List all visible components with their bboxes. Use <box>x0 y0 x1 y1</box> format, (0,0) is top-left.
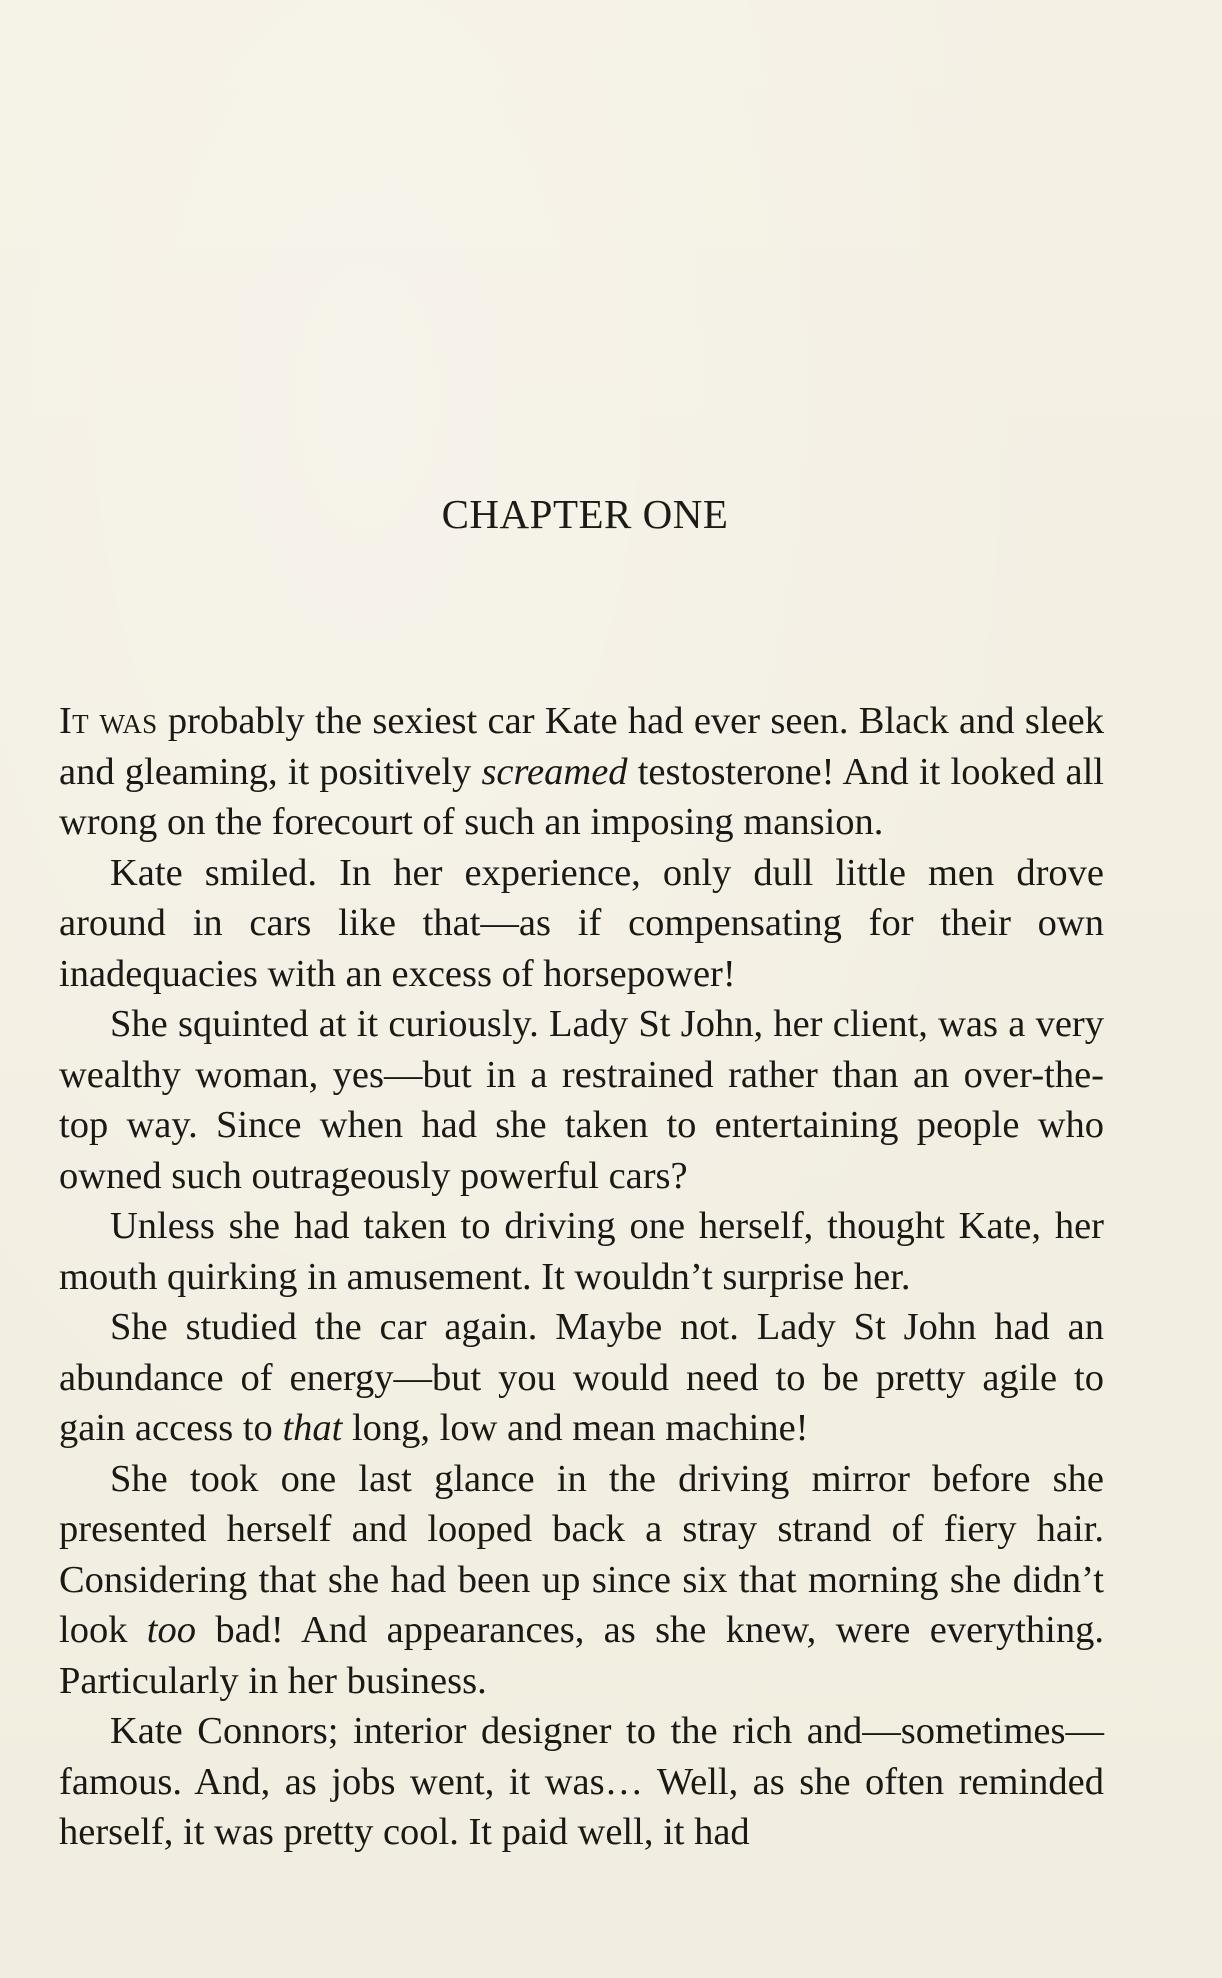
paragraph-5 <box>59 1302 1104 1454</box>
paragraph-text: Kate smiled. In her experience, only dull little men drove around in cars like that—as if compensating for their own inadequacies with an excess of horsepower! <box>59 851 1104 995</box>
paragraph-text: testosterone! And it looked all wrong on the forecourt of such an imposing mansion. <box>59 750 1104 843</box>
paragraph-text: She studied the car again. Maybe not. Lady St John had an abundance of energy—but you would need to be pretty agile to gain access to <box>59 1306 1104 1449</box>
paragraph-2 <box>59 848 1104 1000</box>
paragraph-6 <box>59 1454 1104 1707</box>
paragraph-text: She squinted at it curiously. Lady St John, her client, was a very wealthy woman, yes—but in a restrained rather than an over-the-top way. Since when had she taken to entertaining people who owned such outrageously powerful cars? <box>59 1003 1104 1197</box>
paragraph-text: bad! And appearances, as she knew, were everything. Particularly in her business. <box>59 1609 1104 1702</box>
body-text <box>59 696 1104 1858</box>
italic-emphasis: too <box>146 1609 196 1651</box>
paragraph-7 <box>59 1706 1104 1858</box>
paragraph-text: Kate Connors; interior designer to the rich and—sometimes—famous. And, as jobs went, it was… Well, as she often reminded herself, it was pretty cool. It paid well, it had <box>59 1710 1104 1853</box>
chapter-title: CHAPTER ONE <box>441 491 729 537</box>
paragraph-text: probably the sexiest car Kate had ever seen. Black and sleek and gleaming, it positively <box>59 700 1104 793</box>
italic-emphasis: screamed <box>481 750 628 793</box>
paragraph-3 <box>59 999 1104 1201</box>
paragraph-4 <box>59 1201 1104 1302</box>
lead-in-small-caps: It was <box>59 700 158 742</box>
paragraph-text: She took one last glance in the driving mirror before she presented herself and looped back a stray strand of fiery hair. Considering that she had been up since six that morning she didn’t look <box>59 1457 1104 1651</box>
paragraph-1 <box>59 696 1104 848</box>
italic-emphasis: that <box>282 1407 343 1449</box>
paragraph-text: Unless she had taken to driving one herself, thought Kate, her mouth quirking in amusement. It wouldn’t surprise her. <box>59 1205 1104 1298</box>
paragraph-text: long, low and mean machine! <box>342 1407 809 1449</box>
